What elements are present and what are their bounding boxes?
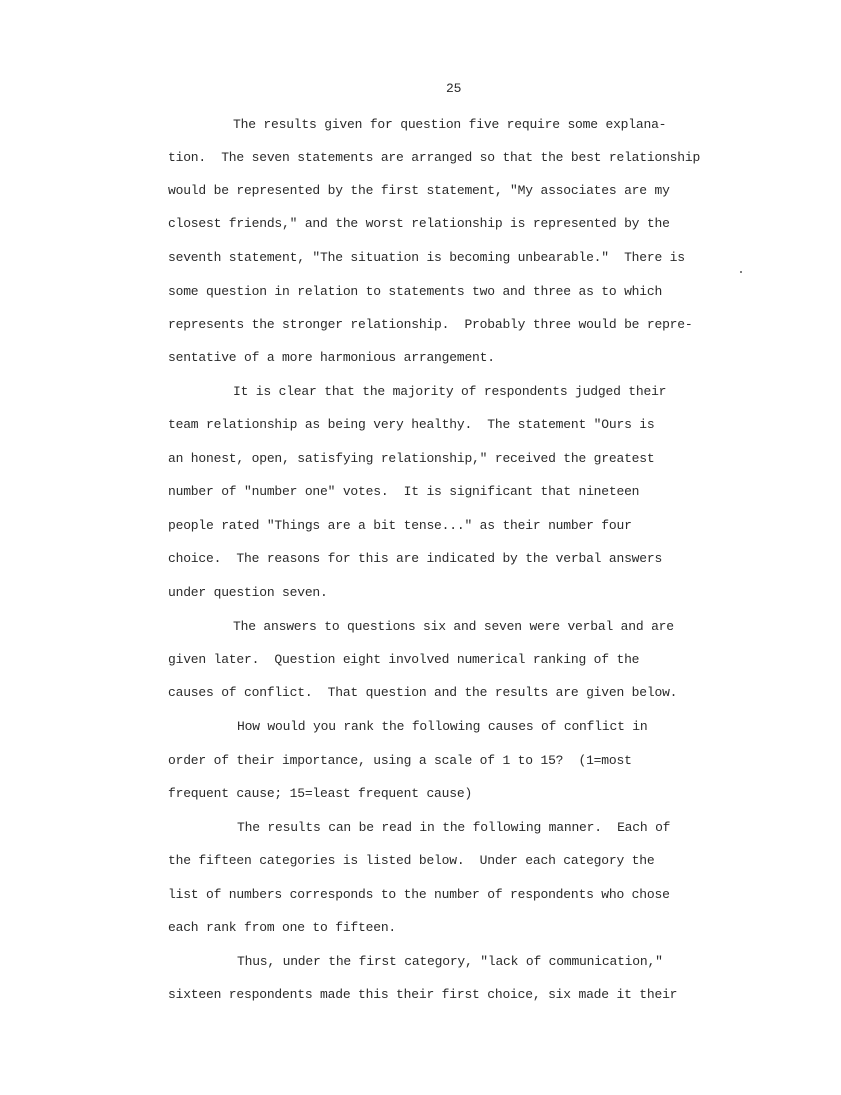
- text-line: tion. The seven statements are arranged so that the best relationship: [168, 150, 701, 165]
- text-line: people rated "Things are a bit tense..." as their number four: [168, 518, 632, 533]
- question-text-line: frequent cause; 15=least frequent cause): [168, 786, 473, 801]
- text-line: number of "number one" votes. It is significant that nineteen: [168, 484, 640, 499]
- text-line: team relationship as being very healthy. The statement "Ours is: [168, 417, 655, 432]
- text-line: sixteen respondents made this their first choice, six made it their: [168, 987, 678, 1002]
- question-text-line: How would you rank the following causes of conflict in: [237, 719, 648, 734]
- text-line: seventh statement, "The situation is becoming unbearable." There is: [168, 250, 685, 265]
- text-line: The results given for question five require some explana-: [233, 117, 667, 132]
- text-line: Thus, under the first category, "lack of communication,": [237, 954, 663, 969]
- text-line: an honest, open, satisfying relationship," received the greatest: [168, 451, 655, 466]
- text-line: each rank from one to fifteen.: [168, 920, 397, 935]
- text-line: closest friends," and the worst relationship is represented by the: [168, 216, 670, 231]
- text-line: The answers to questions six and seven were verbal and are: [233, 619, 674, 634]
- text-line: list of numbers corresponds to the number of respondents who chose: [168, 887, 670, 902]
- text-line: causes of conflict. That question and the results are given below.: [168, 685, 678, 700]
- text-line: sentative of a more harmonious arrangement.: [168, 350, 495, 365]
- text-line: represents the stronger relationship. Probably three would be repre-: [168, 317, 693, 332]
- text-line: choice. The reasons for this are indicated by the verbal answers: [168, 551, 663, 566]
- text-line: The results can be read in the following manner. Each of: [237, 820, 671, 835]
- text-line: under question seven.: [168, 585, 328, 600]
- text-line: given later. Question eight involved numerical ranking of the: [168, 652, 640, 667]
- text-line: some question in relation to statements two and three as to which: [168, 284, 663, 299]
- text-line: the fifteen categories is listed below. Under each category the: [168, 853, 655, 868]
- stray-mark: [740, 271, 742, 273]
- text-line: It is clear that the majority of respondents judged their: [233, 384, 667, 399]
- question-text-line: order of their importance, using a scale of 1 to 15? (1=most: [168, 753, 632, 768]
- text-line: would be represented by the first statement, "My associates are my: [168, 183, 670, 198]
- page-number: 25: [446, 81, 462, 96]
